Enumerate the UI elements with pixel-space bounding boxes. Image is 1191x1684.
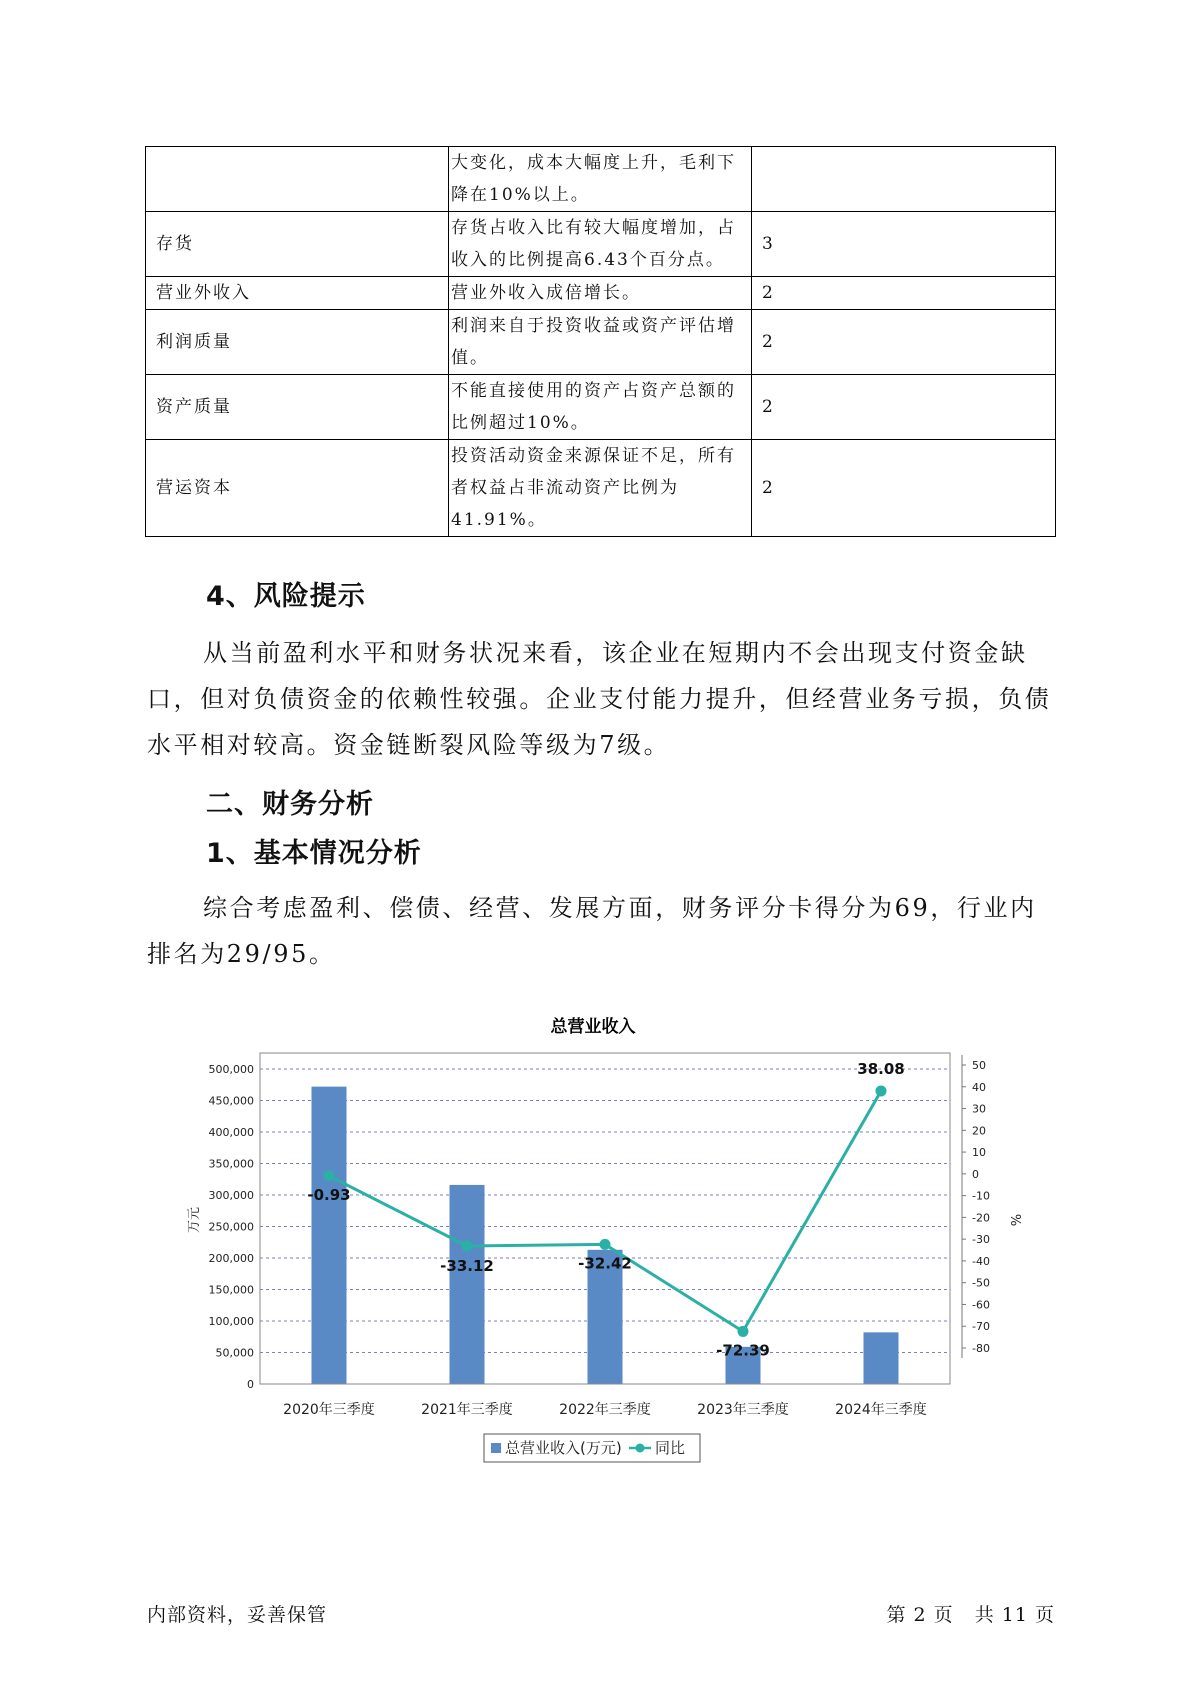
- yoy-point: [738, 1326, 749, 1337]
- x-tick-label: 2020年三季度: [283, 1402, 375, 1418]
- table-cell-desc: 利润来自于投资收益或资产评估增值。: [449, 310, 752, 375]
- yoy-point: [462, 1240, 473, 1251]
- y-right-axis-label: %: [1007, 1213, 1022, 1227]
- legend-line-label: 同比: [655, 1439, 686, 1457]
- yoy-point: [324, 1170, 335, 1181]
- table-cell-score: 2: [752, 277, 1056, 310]
- revenue-chart: [180, 1005, 1020, 1465]
- chart-legend: [484, 1434, 700, 1462]
- risk-heading: 4、风险提示: [206, 581, 366, 612]
- y-left-tick-label: 400,000: [208, 1126, 254, 1139]
- y-left-tick-label: 100,000: [208, 1315, 254, 1328]
- y-right-tick-label: -10: [972, 1189, 990, 1203]
- legend-bar-label: 总营业收入(万元): [505, 1439, 622, 1457]
- table-cell-desc: 存货占收入比有较大幅度增加，占收入的比例提高6.43个百分点。: [449, 212, 752, 277]
- y-right-tick-label: 30: [972, 1102, 986, 1116]
- revenue-bar: [450, 1185, 485, 1384]
- yoy-data-label: -32.42: [578, 1254, 632, 1273]
- y-right-tick-label: -40: [972, 1254, 990, 1268]
- table-row: [146, 277, 1056, 310]
- x-tick-label: 2022年三季度: [559, 1402, 651, 1418]
- table-cell-desc: 不能直接使用的资产占资产总额的比例超过10%。: [449, 375, 752, 440]
- x-tick-label: 2021年三季度: [421, 1402, 513, 1418]
- yoy-data-label: -33.12: [440, 1256, 494, 1275]
- table-cell-item: 利润质量: [146, 310, 449, 375]
- y-left-tick-label: 350,000: [208, 1157, 254, 1171]
- revenue-bar: [864, 1332, 899, 1384]
- y-right-tick-label: 40: [972, 1080, 986, 1094]
- y-left-tick-label: 300,000: [208, 1189, 254, 1202]
- revenue-bar: [312, 1087, 347, 1384]
- table-cell-item: 存货: [146, 212, 449, 277]
- table-cell-desc: 大变化，成本大幅度上升，毛利下降在10%以上。: [449, 147, 752, 212]
- table-cell-score: 3: [752, 212, 1056, 277]
- risk-paragraph: 从当前盈利水平和财务状况来看，该企业在短期内不会出现支付资金缺口，但对负债资金的依赖性较强。企业支付能力提升，但经营业务亏损，负债水平相对较高。资金链断裂风险等级为7级。: [147, 639, 1052, 759]
- y-left-tick-label: 200,000: [208, 1252, 254, 1265]
- table-cell-score: 2: [752, 440, 1056, 537]
- table-cell-desc: 投资活动资金来源保证不足，所有者权益占非流动资产比例为41.91%。: [449, 440, 752, 537]
- y-right-tick-label: -70: [972, 1320, 990, 1334]
- y-right-tick-label: 10: [972, 1146, 986, 1160]
- table-row: [146, 310, 1056, 375]
- y-right-tick-label: -20: [972, 1211, 990, 1225]
- x-tick-label: 2024年三季度: [835, 1402, 927, 1418]
- yoy-data-label: -0.93: [307, 1185, 351, 1204]
- risk-table: [145, 146, 1056, 537]
- legend-line-marker: [636, 1444, 645, 1453]
- y-left-tick-label: 50,000: [215, 1346, 254, 1360]
- y-right-tick-label: -80: [972, 1342, 990, 1355]
- chart-title: 总营业收入: [550, 1017, 636, 1037]
- table-cell-item: 营业外收入: [146, 277, 449, 310]
- y-left-tick-label: 250,000: [208, 1220, 254, 1234]
- y-left-axis-label: 万元: [187, 1206, 202, 1234]
- table-cell-item: 营运资本: [146, 440, 449, 537]
- table-cell-score: 2: [752, 310, 1056, 375]
- revenue-chart-svg: [180, 1005, 1020, 1465]
- finance-heading: 二、财务分析: [206, 789, 374, 820]
- y-right-tick-label: 50: [972, 1059, 986, 1072]
- y-left-tick-label: 500,000: [208, 1063, 254, 1076]
- basic-analysis-heading: 1、基本情况分析: [206, 838, 422, 869]
- y-right-tick-label: -60: [972, 1298, 990, 1312]
- basic-analysis-paragraph: 综合考虑盈利、偿债、经营、发展方面，财务评分卡得分为69，行业内排名为29/95。: [147, 894, 1037, 968]
- y-right-tick-label: 20: [972, 1124, 986, 1138]
- y-right-tick-label: 0: [972, 1167, 979, 1181]
- yoy-data-label: -72.39: [716, 1341, 770, 1360]
- table-row: [146, 147, 1056, 212]
- y-left-tick-label: 0: [247, 1378, 254, 1391]
- yoy-point: [600, 1239, 611, 1250]
- yoy-data-label: 38.08: [857, 1059, 905, 1078]
- y-left-tick-label: 150,000: [208, 1283, 254, 1297]
- y-right-tick-label: -30: [972, 1233, 990, 1247]
- x-tick-label: 2023年三季度: [697, 1402, 789, 1418]
- legend-bar-swatch: [491, 1443, 501, 1453]
- footer-page-number: 第 2 页 共 11 页: [886, 1604, 1055, 1626]
- yoy-point: [876, 1085, 887, 1096]
- table-row: [146, 212, 1056, 277]
- footer-left: 内部资料，妥善保管: [147, 1604, 328, 1626]
- table-row: [146, 440, 1056, 537]
- table-cell-desc: 营业外收入成倍增长。: [449, 277, 752, 310]
- table-cell-score: [752, 147, 1056, 212]
- y-left-tick-label: 450,000: [208, 1094, 254, 1108]
- table-row: [146, 375, 1056, 440]
- table-cell-item: 资产质量: [146, 375, 449, 440]
- y-right-tick-label: -50: [972, 1276, 990, 1290]
- table-cell-item: [146, 147, 449, 212]
- table-cell-score: 2: [752, 375, 1056, 440]
